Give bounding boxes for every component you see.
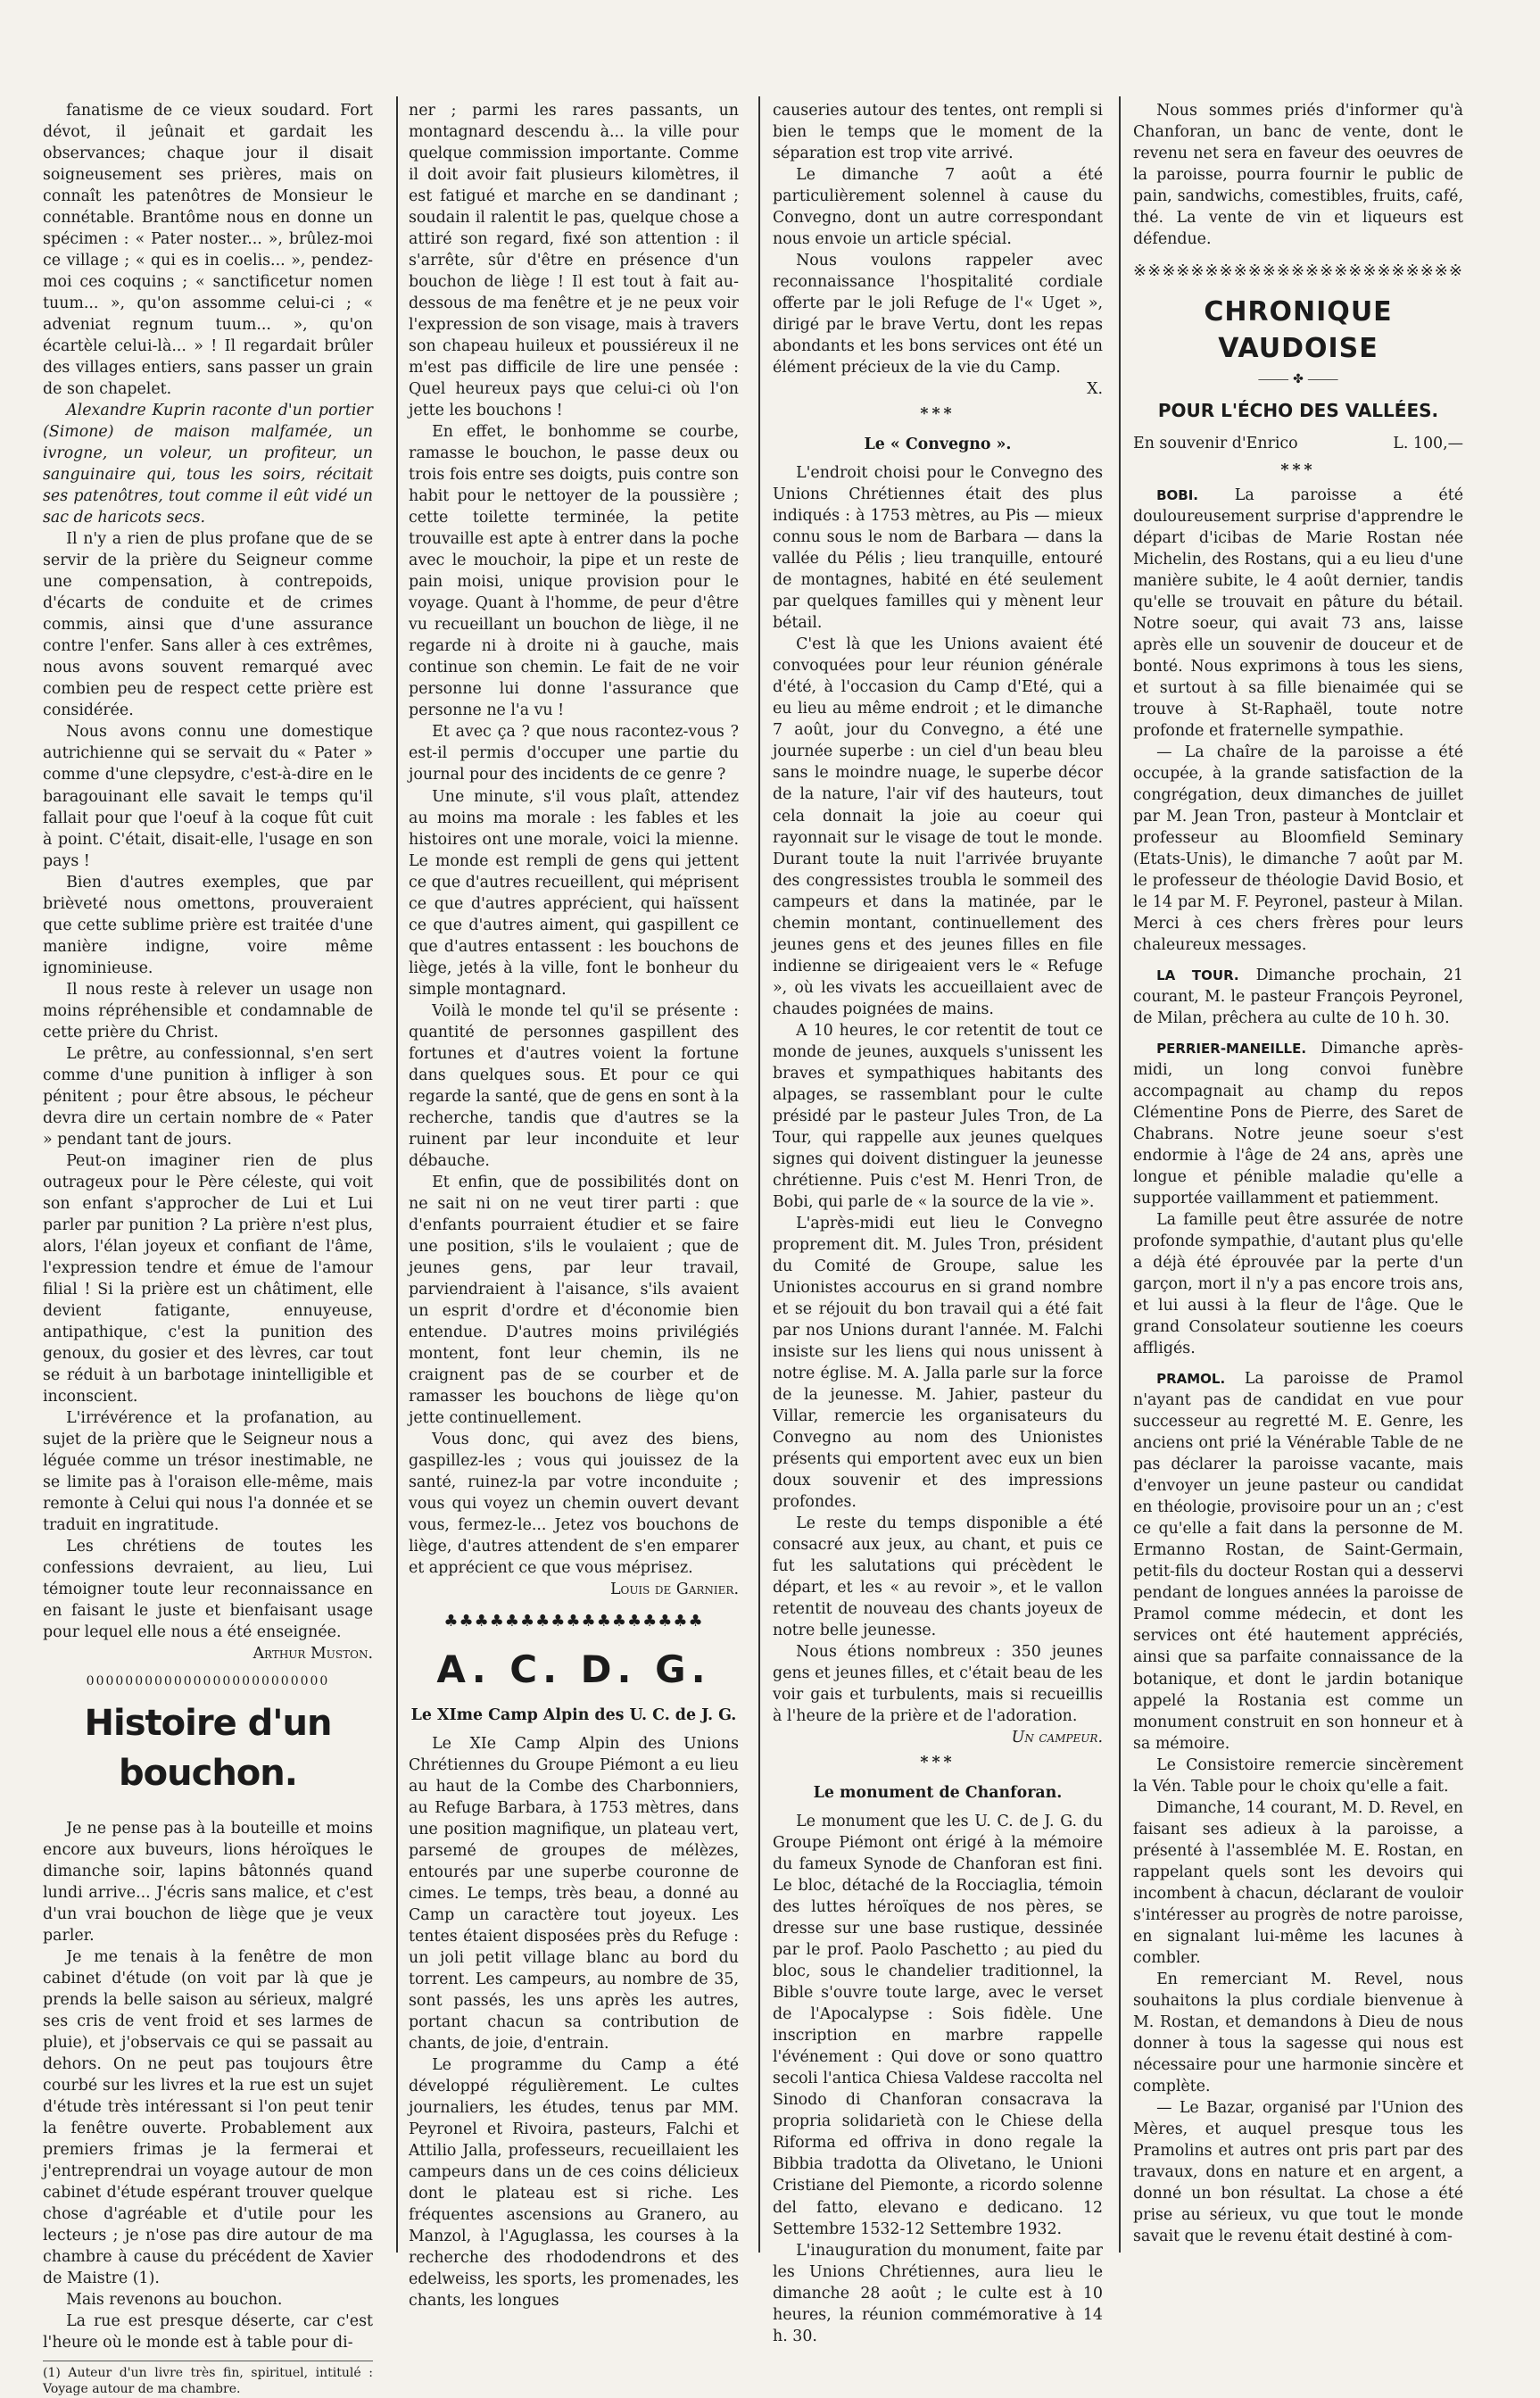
- paragraph: Peut-on imaginer rien de plus outrageux pour le Père céleste, qui voit son enfant s'approcher de Lui et Lui parler par punition ? La prière n'est plus, alors, l'élan joyeux et confiant de l'âme, l'expression tendre et émue de l'amour filial ! Si la prière est un châtiment, elle devient fatigante, ennuyeuse, antipathique, c'est la punition des genoux, du gosier et des lèvres, car tout se réduit à un barbotage inintelligible et inconscient.: [43, 1151, 373, 1406]
- paragraph: La famille peut être assurée de notre profonde sympathie, d'autant plus qu'elle a déjà été éprouvée par la perte d'un garçon, mort il n'y a pas encore trois ans, et lui aussi à la fleur de l'âge. Que le grand Consolateur soutienne les coeurs affligés.: [1133, 1211, 1463, 1358]
- column-3: [766, 100, 1110, 2345]
- paragraph: A 10 heures, le cor retentit de tout ce monde de jeunes, auxquels s'unissent les braves et sympathiques habitants des alpages, se rassemblant pour le culte présidé par le pasteur Jules Tron, de La Tour, qui rappelle aux jeunes quelques signes qui doivent distinguer la jeunesse chrétienne. Puis c'est M. Henri Tron, de Bobi, qui parle de « la source de la vie ».: [773, 1021, 1103, 1211]
- paragraph: Mais revenons au bouchon.: [66, 2291, 283, 2310]
- paragraph: Nous étions nombreux : 350 jeunes gens et jeunes filles, et c'était beau de les voir gais et turbulents, mais si recueillis à l'heure de la prière et de l'adoration.: [773, 1643, 1103, 1726]
- section-title: A. C. D. G.: [436, 1647, 711, 1691]
- paragraph: Le dimanche 7 août a été particulièrement solennel à cause du Convegno, dont un autre correspondant nous envoie un article spécial.: [773, 166, 1103, 249]
- paragraph: Vous donc, qui avez des biens, gaspillez-les ; vous qui jouissez de la santé, ruinez-la par votre inconduite ; vous qui voyez un chemin ouvert devant vous, fermez-le... Jetez vos bouchons de liège, d'autres attendent de s'en emparer et apprécient ce que vous méprisez.: [409, 1430, 739, 1578]
- paragraph: L'endroit choisi pour le Convegno des Unions Chrétiennes était des plus indiqués : à 1753 mètres, au Pis — mieux connu sous le nom de Barbara — dans la vallée du Pélis ; lieu tranquille, entouré de montagnes, habité en été seulement par quelques familles qui y mènent leur bétail.: [773, 464, 1103, 633]
- column-2: [402, 100, 746, 2311]
- paragraph-text: La paroisse a été douloureusement surprise d'apprendre le départ d'icibas de Marie Rostan née Michelin, des Rostans, qui a eu lieu d'une manière subite, le 4 août dernier, tandis qu'elle se trouvait en pâture du bétail. Notre soeur, qui avait 73 ans, laisse après elle un souvenir de douceur et de bonté. Nous exprimons à tous les siens, et surtout à sa fille bienaimée qui se trouve à St-Raphaël, toute notre profonde et fraternelle sympathie.: [1133, 485, 1463, 740]
- section-title: CHRONIQUE VAUDOISE: [1204, 295, 1393, 365]
- paragraph: Le reste du temps disponible a été consacré aux jeux, au chant, et puis ce fut les salutations qui précèdent le départ, et les « au revoir », et le vallon retentit de nouveau des chants joyeux de notre belle jeunesse.: [773, 1514, 1103, 1640]
- paragraph: En remerciant M. Revel, nous souhaitons la plus cordiale bienvenue à M. Rostan, et demandons à Dieu de nous donner à tous la sagesse qui nous est nécessaire pour une harmonie sincère et complète.: [1133, 1970, 1463, 2095]
- paragraph: causeries autour des tentes, ont rempli si bien le temps que le moment de la séparation est trop vite arrivé.: [773, 102, 1103, 163]
- author-signature: X.: [1087, 380, 1103, 399]
- place-name: LA TOUR.: [1156, 967, 1239, 983]
- paragraph-text: Dimanche après-midi, un long convoi funèbre accompagnait au champ du repos Clémentine Pons de Pierre, des Saret de Chabrans. Notre jeune soeur s'est endormie à l'âge de 24 ans, après une longue et pénible maladie qu'elle a supportée vaillamment et patiemment.: [1133, 1040, 1464, 1208]
- paragraph: Et avec ça ? que nous racontez-vous ? est-il permis d'occuper une partie du journal pour des incidents de ce genre ?: [409, 723, 739, 784]
- donation-label: En souvenir d'Enrico: [1133, 434, 1298, 452]
- column-1: [36, 100, 380, 2397]
- footnote: [43, 2361, 373, 2397]
- paragraph: L'irrévérence et la profanation, au sujet de la prière que le Seigneur nous a léguée comme un trésor inestimable, ne se limite pas à l'oraison elle-même, mais remonte à Celui qui nous l'a donnée et se traduit en ingratitude.: [43, 1408, 373, 1535]
- separator-stars: ***: [920, 1754, 956, 1772]
- paragraph: Il nous reste à relever un usage non moins répréhensible et condamnable de cette prière du Christ.: [43, 980, 373, 1041]
- paragraph: [1133, 1038, 1463, 1209]
- paragraph: ner ; parmi les rares passants, un montagnard descendu à... la ville pour quelque commission importante. Comme il doit avoir fait plusieurs kilomètres, il est fatigué et marche en se dandinant ; soudain il ralentit le pas, quelque chose a attiré son regard, fixé son attention : il s'arrête, sûr d'être en présence d'un bouchon de liège ! Il est tout à fait au-dessous de ma fenêtre et je ne peux voir l'expression de son visage, mais à travers son chapeau huileux et poussiéreux il ne m'est pas difficile de lire une pensée : Quel heureux pays que celui-ci où l'on jette les bouchons !: [409, 102, 739, 420]
- paragraph: Je ne pense pas à la bouteille et moins encore aux buveurs, lions héroïques le dimanche soir, lapins bâtonnés quand lundi arrive... J'écris sans malice, et c'est d'un vrai bouchon de liège que je veux parler.: [43, 1819, 373, 1945]
- paragraph: — La chaîre de la paroisse a été occupée, à la grande satisfaction de la congrégation, deux dimanches de juillet par M. Jean Tron, pasteur à Montclair et professeur au Bloomfield Seminary (Etats-Unis), le dimanche 7 août par M. le professeur de théologie David Bosio, et le 14 par M. F. Peyronel, pasteur à Milan. Merci à ces chers frères pour leurs chaleureux messages.: [1133, 743, 1463, 954]
- place-name: BOBI.: [1156, 486, 1198, 503]
- paragraph-text: La paroisse de Pramol n'ayant pas de candidat en vue pour successeur au regretté M. E. Genre, les anciens ont prié la Vénérable Table de ne pas déclarer la paroisse vacante, mais d'envoyer un jeune pasteur ou candidat en théologie, provisoire pour un an ; c'est ce qu'elle a fait dans la personne de M. Ermanno Rostan, de Saint-Germain, petit-fils du docteur Rostan qui a desservi pendant de longues années la paroisse de Pramol comme médecin, et dont les services ont été hautement appréciés, ainsi que sa parfaite connaissance de la botanique, et dont le jardin botanique appelé la Rostania est comme un monument construit en son honneur et à sa mémoire.: [1133, 1370, 1464, 1753]
- author-signature: Arthur Muston.: [253, 1645, 373, 1664]
- footnote-text: (1) Auteur d'un livre très fin, spirituel, intitulé : Voyage autour de ma chambre.: [43, 2366, 373, 2397]
- paragraph: Je me tenais à la fenêtre de mon cabinet d'étude (on voit par là que je prends la belle saison au sérieux, malgré ses cris de vent froid et ses larmes de pluie), et j'observais ce qui se passait au dehors. On ne peut pas toujours être courbé sur les livres et la rue est un sujet d'étude très intéressant si l'on peut tenir la fenêtre ouverte. Probablement aux premiers frimas je la fermerai et j'entreprendrai un voyage autour de mon cabinet d'étude espérant trouver quelque chose d'agréable et d'utile pour les lecteurs ; je n'ose pas dire autour de ma chambre à cause du précédent de Xavier de Maistre (1).: [43, 1947, 373, 2288]
- paragraph: — Le Bazar, organisé par l'Union des Mères, et auquel presque tous les Pramolins et autres ont pris part par des travaux, dons en nature et en argent, a donné un bon résultat. La chose a été prise au sérieux, vu que tout le monde savait que le revenu était destiné à com-: [1133, 2098, 1463, 2245]
- author-signature: Un campeur.: [1011, 1729, 1103, 1747]
- paragraph: Le Consistoire remercie sincèrement la Vén. Table pour le choix qu'elle a fait.: [1133, 1755, 1463, 1796]
- separator-ornament: ※※※※※※※※※※※※※※※※※※※※※※※: [1133, 261, 1463, 281]
- article-subheading: Le « Convegno ».: [864, 436, 1012, 454]
- paragraph: Le prêtre, au confessionnal, s'en sert comme d'une punition à infliger à son pénitent ; pour être absous, le pécheur devra dire un certain nombre de « Pater » pendant tant de jours.: [43, 1044, 373, 1149]
- paragraph: Nous sommes priés d'informer qu'à Chanforan, un banc de vente, dont le revenu net sera en faveur des oeuvres de la paroisse, pourra fournir le public de pain, sandwichs, comestibles, fruits, café, thé. La vente de vin et liqueurs est défendue.: [1133, 102, 1463, 249]
- paragraph: L'après-midi eut lieu le Convegno proprement dit. M. Jules Tron, président du Comité de Groupe, salue les Unionistes accourus en si grand nombre et se réjouit du bon travail qui a été fait par nos Unions durant l'année. M. Falchi insiste sur les liens qui nous unissent à notre église. M. A. Jalla parle sur la force de la jeunesse. M. Jahier, pasteur du Villar, remercie les organisateurs du Convegno au nom des Unionistes présents qui emportent avec eux un bien doux souvenir et des impressions profondes.: [773, 1214, 1103, 1511]
- paragraph: Une minute, s'il vous plaît, attendez au moins ma morale : les fables et les histoires ont une morale, voici la mienne. Le monde est rempli de gens qui jettent ce que d'autres recueillent, qui méprisent ce que d'autres apprécient, qui haïssent ce que d'autres aiment, qui gaspillent ce que d'autres entassent : les bouchons de liège, jetés à la ville, font le bonheur du simple montagnard.: [409, 787, 739, 999]
- paragraph: Bien d'autres exemples, que par brièveté nous omettons, prouveraient que cette sublime prière est traitée d'une manière indigne, voire même ignominieuse.: [43, 873, 373, 977]
- paragraph: Voilà le monde tel qu'il se présente : quantité de personnes gaspillent des fortunes et d'autres voient la fortune dans quelques sous. Et pour ce qui regarde la santé, que de gens en sont à la recherche, tandis que d'autres se la ruinent par leur inconduite et leur débauche.: [409, 1001, 739, 1170]
- separator-stars: ***: [920, 405, 956, 424]
- column-4: [1126, 100, 1470, 2275]
- section-subheading: POUR L'ÉCHO DES VALLÉES.: [1157, 400, 1439, 422]
- paragraph: Le programme du Camp a été développé régulièrement. Le cultes journaliers, les études, tenus par MM. Peyronel et Rivoira, pasteurs, Falchi et Attilio Jalla, professeurs, recueillaient les campeurs dans un de ces coins délicieux dont le plateau est si riche. Les fréquentes ascensions au Granero, au Manzol, à l'Aguglassa, les courses à la recherche des rhododendrons et des edelweiss, les sports, les promenades, les chants, les longues: [409, 2056, 739, 2311]
- place-name: PRAMOL.: [1156, 1371, 1226, 1388]
- separator-stars: ***: [1280, 461, 1316, 479]
- article-subheading: Le monument de Chanforan.: [813, 1784, 1063, 1803]
- paragraph: Les chrétiens de toutes les confessions devraient, au lieu, Lui témoigner toute leur reconnaissance en en faisant le juste et bienfaisant usage pour lequel elle nous a été enseignée.: [43, 1538, 373, 1642]
- paragraph: [1133, 1368, 1463, 1754]
- separator-ornament: ♣♣♣♣♣♣♣♣♣♣♣♣♣♣♣♣♣: [443, 1612, 704, 1631]
- donation-amount: L. 100,—: [1393, 434, 1463, 452]
- separator-circles: 0000000000000000000000000: [86, 1674, 330, 1689]
- paragraph-text: Dimanche prochain, 21 courant, M. le pasteur François Peyronel, de Milan, prêchera au culte de 10 h. 30.: [1133, 967, 1463, 1028]
- paragraph: C'est là que les Unions avaient été convoquées pour leur réunion générale d'été, à l'occasion du Camp d'Eté, qui a eu lieu au même endroit ; et le dimanche 7 août, jour du Convegno, a été une journée superbe : un ciel d'un beau bleu sans le moindre nuage, le superbe décor de la nature, l'air vif des hauteurs, tout cela donnait la joie au coeur qui rayonnait sur le visage de tout le monde. Durant toute la nuit l'arrivée bruyante des congressistes troubla le sommeil des campeurs et dans la matinée, par le chemin montant, continuellement des jeunes gens et des jeunes filles en file indienne se dirigeaient vers le « Refuge », où les vivats les accueillaient avec de chaudes poignées de mains.: [773, 635, 1103, 1018]
- column-rule: [1119, 96, 1121, 2253]
- paragraph: Et enfin, que de possibilités dont on ne sait ni on ne veut tirer parti : que d'enfants pourraient étudier et se faire une position, s'ils le voulaient ; que de jeunes gens, par leur travail, parviendraient à l'aisance, s'ils avaient un esprit d'ordre et d'économie bien entendue. D'autres moins privilégiés montent, font leur chemin, ils ne craignent pas de se courber et de ramasser les bouchons de liège qu'on jette continuellement.: [409, 1173, 739, 1427]
- column-rule: [758, 96, 760, 2253]
- paragraph: [1133, 965, 1463, 1029]
- paragraph: Le XIe Camp Alpin des Unions Chrétiennes du Groupe Piémont a eu lieu au haut de la Combe des Charbonniers, au Refuge Barbara, à 1753 mètres, dans une position magnifique, un plateau vert, parsemé de groupes de mélèzes, entourés par une superbe couronne de cimes. Le temps, très beau, a donné au Camp un caractère tout joyeux. Les tentes étaient disposées près du Refuge : un joli petit village blanc au bord du torrent. Les campeurs, au nombre de 35, sont passés, les uns après les autres, portant chacun sa contribution de chants, de joie, d'entrain.: [409, 1734, 739, 2054]
- paragraph: [1133, 485, 1463, 742]
- paragraph: L'inauguration du monument, faite par les Unions Chrétiennes, aura lieu le dimanche 28 août ; le culte est à 10 heures, la réunion commémorative à 14 h. 30.: [773, 2241, 1103, 2345]
- author-signature: Louis de Garnier.: [609, 1581, 739, 1599]
- paragraph: La rue est presque déserte, car c'est l'heure où le monde est à table pour di-: [43, 2312, 373, 2352]
- article-subheading: Le XIme Camp Alpin des U. C. de J. G.: [410, 1705, 737, 1724]
- article-title: Histoire d'un bouchon.: [84, 1703, 332, 1794]
- column-rule: [396, 96, 398, 2253]
- paragraph: Dimanche, 14 courant, M. D. Revel, en faisant ses adieux à la paroisse, a présenté à l'assemblée M. E. Rostan, en rappelant quels sont les devoirs qui incombent à chacun, déclarant de vouloir s'intéresser au progrès de notre paroisse, en signalant lui-même les lacunes à combler.: [1133, 1798, 1463, 1967]
- paragraph: fanatisme de ce vieux soudard. Fort dévot, il jeûnait et gardait les observances; chaque jour il disait soigneusement ses prières, mais on connaît les patenôtres de Monsieur le connétable. Brantôme nous en donne un spécimen : « Pater noster... », brûlez-moi ce village ; « qui es in coelis... », pendez-moi ces coquins ; « sanctificetur nomen tuum... », qu'on assomme celui-ci ; « adveniat regnum tuum... », qu'on écartèle celui-là... » ! Il regardait brûler des villages entiers, sans passer un grain de son chapelet.: [43, 102, 373, 399]
- paragraph: En effet, le bonhomme se courbe, ramasse le bouchon, le passe deux ou trois fois entre ses doigts, puis contre son habit pour le nettoyer de la poussière ; cette toilette terminée, la petite trouvaille est apte à entrer dans la poche avec le mouchoir, la pipe et un reste de pain moisi, unique provision pour le voyage. Quant à l'homme, de peur d'être vu recueillant un bouchon de liège, il ne regarde ni à droite ni à gauche, mais continue son chemin. Le fait de ne voir personne lui donne l'assurance que personne ne l'a vu !: [409, 423, 739, 720]
- donation-row: [1133, 433, 1463, 454]
- paragraph: Alexandre Kuprin raconte d'un portier (Simone) de maison malfamée, un ivrogne, un voleur, un profiteur, un sanguinaire qui, tous les soirs, récitait ses patenôtres, tout comme il eût vidé un sac de haricots secs.: [43, 402, 373, 527]
- title-ornament: ⸻ ✤ ⸻: [1257, 371, 1339, 386]
- paragraph: Nous avons connu une domestique autrichienne qui se servait du « Pater » comme d'une clepsydre, c'est-à-dire en le baragouinant elle savait le temps qu'il fallait pour que l'oeuf à la coque fût cuit à point. C'était, disait-elle, l'usage en son pays !: [43, 723, 373, 870]
- place-name: PERRIER-MANEILLE.: [1156, 1041, 1307, 1058]
- paragraph: Nous voulons rappeler avec reconnaissance l'hospitalité cordiale offerte par le joli Refuge de l'« Uget », dirigé par le brave Vertu, dont les repas abondants et les bons services ont été un élément précieux de la vie du Camp.: [773, 252, 1103, 378]
- paragraph: Le monument que les U. C. de J. G. du Groupe Piémont ont érigé à la mémoire du fameux Synode de Chanforan est fini. Le bloc, détaché de la Rocciaglia, témoin des luttes héroïques de nos pères, se dresse sur une base rustique, dessinée par le prof. Paolo Paschetto ; au pied du bloc, sous le chandelier traditionnel, la Bible s'ouvre toute large, avec le verset de l'Apocalypse : Sois fidèle. Une inscription en marbre rappelle l'événement : Qui dove or sono quattro secoli l'antica Chiesa Valdese raccolta nel Sinodo di Chanforan consacrava la propria solidarietà con le Chiese della Riforma ed offriva in dono regale la Bibbia tradotta da Olivetano, le Unioni Cristiane del Piemonte, a ricordo solenne del fatto, elevano e dedicano. 12 Settembre 1532-12 Settembre 1932.: [773, 1813, 1103, 2238]
- paragraph: Il n'y a rien de plus profane que de se servir de la prière du Seigneur comme une compensation, à contrepoids, d'écarts de conduite et de crimes commis, ainsi que d'une assurance contre l'enfer. Sans aller à ces extrêmes, nous avons souvent remarqué avec combien peu de respect cette prière est considérée.: [43, 530, 373, 720]
